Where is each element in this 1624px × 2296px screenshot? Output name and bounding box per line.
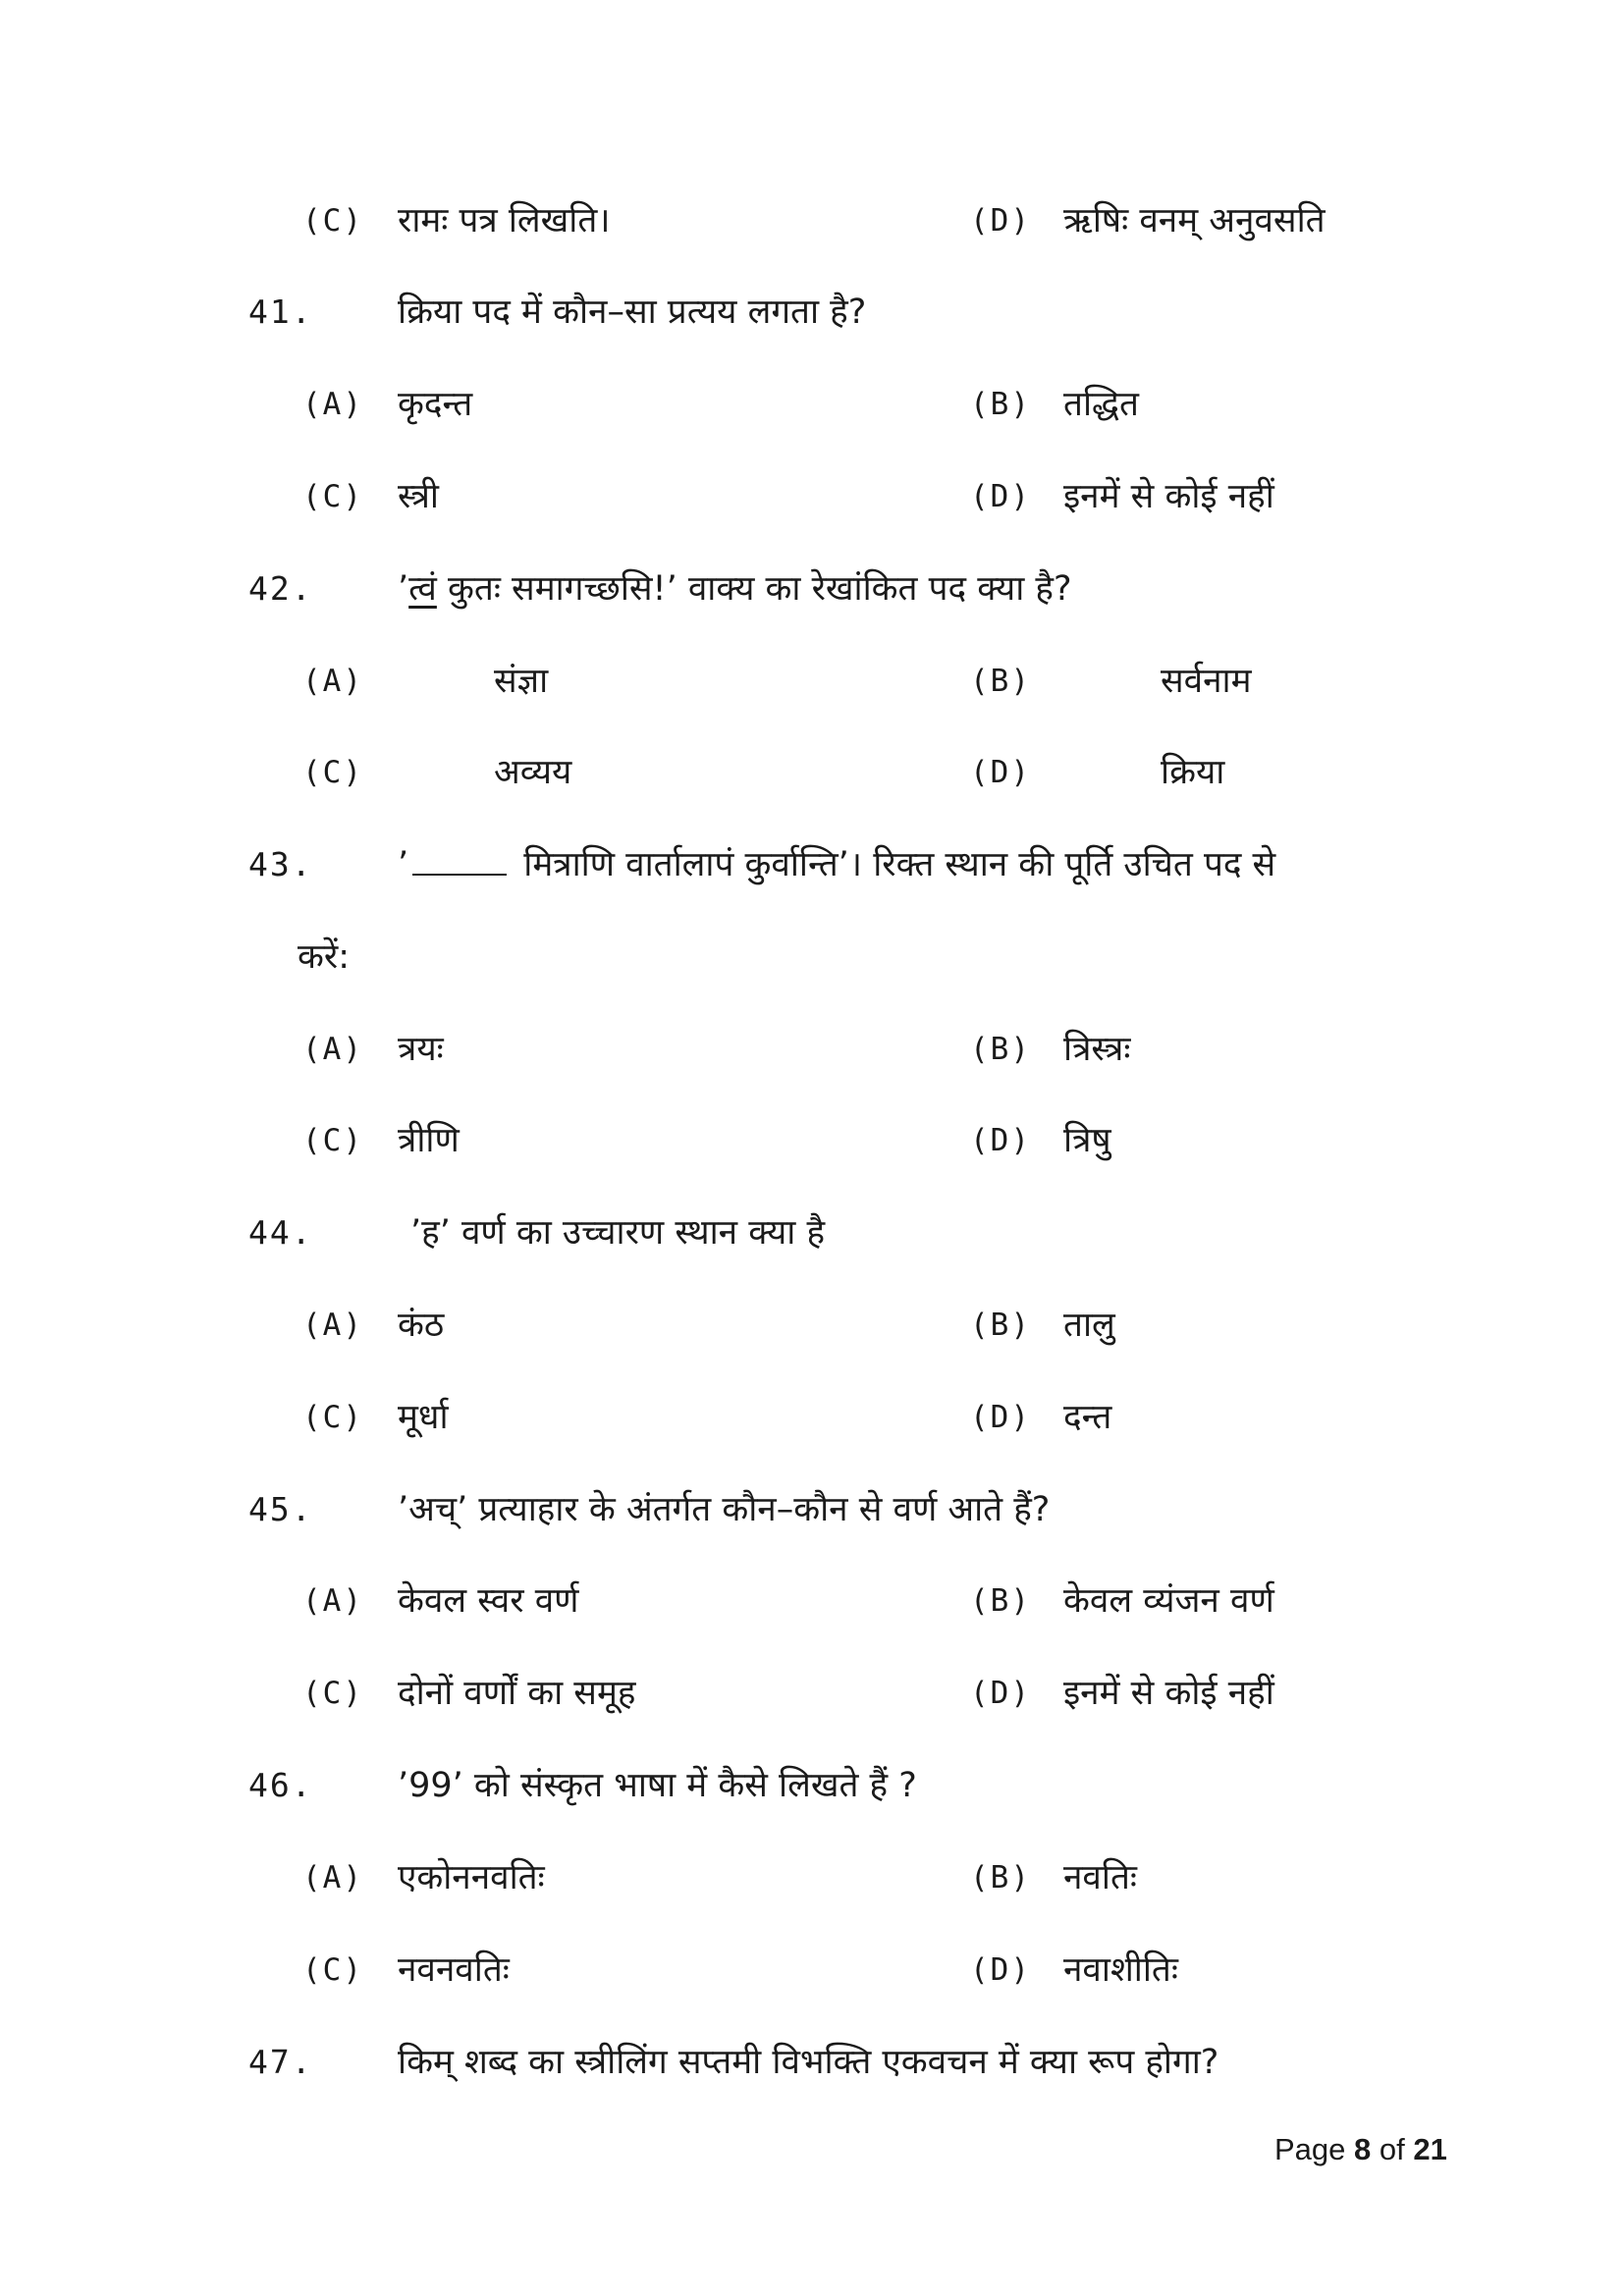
option-label-d: (D) <box>970 1676 1031 1711</box>
question-text: ’99’ को संस्कृत भाषा में कैसे लिखते हैं ? <box>398 1766 917 1805</box>
question-41 <box>0 283 1624 342</box>
options-row-ab <box>0 375 1624 434</box>
option-label-c: (C) <box>302 755 363 790</box>
options-row-ab <box>0 1848 1624 1907</box>
options-row-cd <box>0 1941 1624 2000</box>
question-number: 47. <box>248 2043 313 2081</box>
page-number: Page 8 of 21 <box>1274 2132 1447 2166</box>
option-text-c: रामः पत्र लिखति। <box>398 201 611 240</box>
option-text-c: अव्यय <box>494 753 572 792</box>
option-label-a: (A) <box>302 387 363 422</box>
underlined-word: त्वं <box>408 569 437 609</box>
question-text: क्रिया पद में कौन–सा प्रत्यय लगता है? <box>398 293 867 332</box>
option-text-c: मूर्धा <box>398 1398 449 1437</box>
options-row-ab <box>0 652 1624 711</box>
options-row-ab <box>0 1296 1624 1355</box>
option-text-c: दोनों वर्णों का समूह <box>398 1674 636 1713</box>
question-number: 42. <box>248 569 313 608</box>
options-row-cd <box>0 1664 1624 1723</box>
option-label-a: (A) <box>302 1032 363 1067</box>
option-text-b: केवल व्यंजन वर्ण <box>1063 1581 1274 1621</box>
option-label-c: (C) <box>302 1952 363 1988</box>
option-text-b: त्रिस्त्रः <box>1063 1030 1131 1069</box>
option-label-b: (B) <box>970 387 1031 422</box>
option-label-d: (D) <box>970 755 1031 790</box>
option-text-d: दन्त <box>1063 1398 1112 1437</box>
question-45 <box>0 1480 1624 1539</box>
option-text-d: त्रिषु <box>1063 1121 1111 1160</box>
option-label-b: (B) <box>970 1308 1031 1343</box>
question-43 <box>0 835 1624 894</box>
option-label-c: (C) <box>302 1123 363 1158</box>
option-label-c: (C) <box>302 1676 363 1711</box>
option-label-d: (D) <box>970 1400 1031 1435</box>
question-47 <box>0 2033 1624 2092</box>
option-label-d: (D) <box>970 1123 1031 1158</box>
option-label-c: (C) <box>302 203 363 239</box>
option-label-d: (D) <box>970 1952 1031 1988</box>
option-label-a: (A) <box>302 1860 363 1896</box>
question-text-continuation: करें: <box>298 937 350 977</box>
option-text-a: केवल स्वर वर्ण <box>398 1581 579 1621</box>
option-label-a: (A) <box>302 1308 363 1343</box>
options-row-cd <box>0 1111 1624 1170</box>
question-text: ’अच्’ प्रत्याहार के अंतर्गत कौन–कौन से वर्ण आते हैं? <box>398 1490 1051 1529</box>
option-label-c: (C) <box>302 479 363 514</box>
question-number: 43. <box>248 845 313 883</box>
options-row-ab <box>0 1572 1624 1630</box>
total-pages: 21 <box>1413 2132 1447 2166</box>
option-label-d: (D) <box>970 203 1031 239</box>
option-label-b: (B) <box>970 1860 1031 1896</box>
option-text-d: क्रिया <box>1161 753 1225 792</box>
options-row-cd <box>0 467 1624 526</box>
option-text-d: नवाशीतिः <box>1063 1950 1178 1990</box>
option-text-a: संज्ञा <box>494 662 549 701</box>
option-text-a: कृदन्त <box>398 385 473 424</box>
question-number: 45. <box>248 1490 313 1528</box>
question-44 <box>0 1203 1624 1262</box>
prev-options-row-cd <box>0 191 1624 250</box>
option-text-a: कंठ <box>398 1306 445 1345</box>
option-label-b: (B) <box>970 1583 1031 1619</box>
option-text-d: इनमें से कोई नहीं <box>1063 1674 1274 1713</box>
question-text: ’ मित्राणि वार्तालापं कुर्वान्ति’। रिक्त स्थान की पूर्ति उचित पद से <box>398 835 1275 894</box>
option-text-a: त्रयः <box>398 1030 444 1069</box>
option-text-b: तद्धित <box>1063 385 1139 424</box>
options-row-cd <box>0 1388 1624 1447</box>
option-label-a: (A) <box>302 1583 363 1619</box>
question-text: किम् शब्द का स्त्रीलिंग सप्तमी विभक्ति एकवचन में क्या रूप होगा? <box>398 2043 1219 2082</box>
option-text-c: नवनवतिः <box>398 1950 510 1990</box>
question-number: 41. <box>248 293 313 331</box>
options-row-cd <box>0 743 1624 802</box>
option-text-c: स्त्री <box>398 477 440 516</box>
question-number: 46. <box>248 1766 313 1804</box>
question-text: ’त्वं कुतः समागच्छसि!’ वाक्य का रेखांकित पद क्या है? <box>398 569 1072 609</box>
options-row-ab <box>0 1020 1624 1079</box>
option-label-c: (C) <box>302 1400 363 1435</box>
question-42 <box>0 560 1624 618</box>
option-label-d: (D) <box>970 479 1031 514</box>
option-text-a: एकोननवतिः <box>398 1858 545 1897</box>
option-text-b: सर्वनाम <box>1161 662 1252 701</box>
option-label-b: (B) <box>970 1032 1031 1067</box>
option-text-c: त्रीणि <box>398 1121 460 1160</box>
option-text-b: नवतिः <box>1063 1858 1137 1897</box>
question-text: ’ह’ वर्ण का उच्चारण स्थान क्या है <box>410 1213 826 1253</box>
option-text-d: ऋषिः वनम् अनुवसति <box>1063 201 1326 240</box>
current-page: 8 <box>1354 2132 1372 2166</box>
fill-in-blank <box>412 840 507 876</box>
option-label-a: (A) <box>302 664 363 699</box>
question-43-continuation <box>0 928 1624 987</box>
option-label-b: (B) <box>970 664 1031 699</box>
question-number: 44. <box>248 1213 313 1252</box>
option-text-d: इनमें से कोई नहीं <box>1063 477 1274 516</box>
option-text-b: तालु <box>1063 1306 1115 1345</box>
question-46 <box>0 1756 1624 1815</box>
